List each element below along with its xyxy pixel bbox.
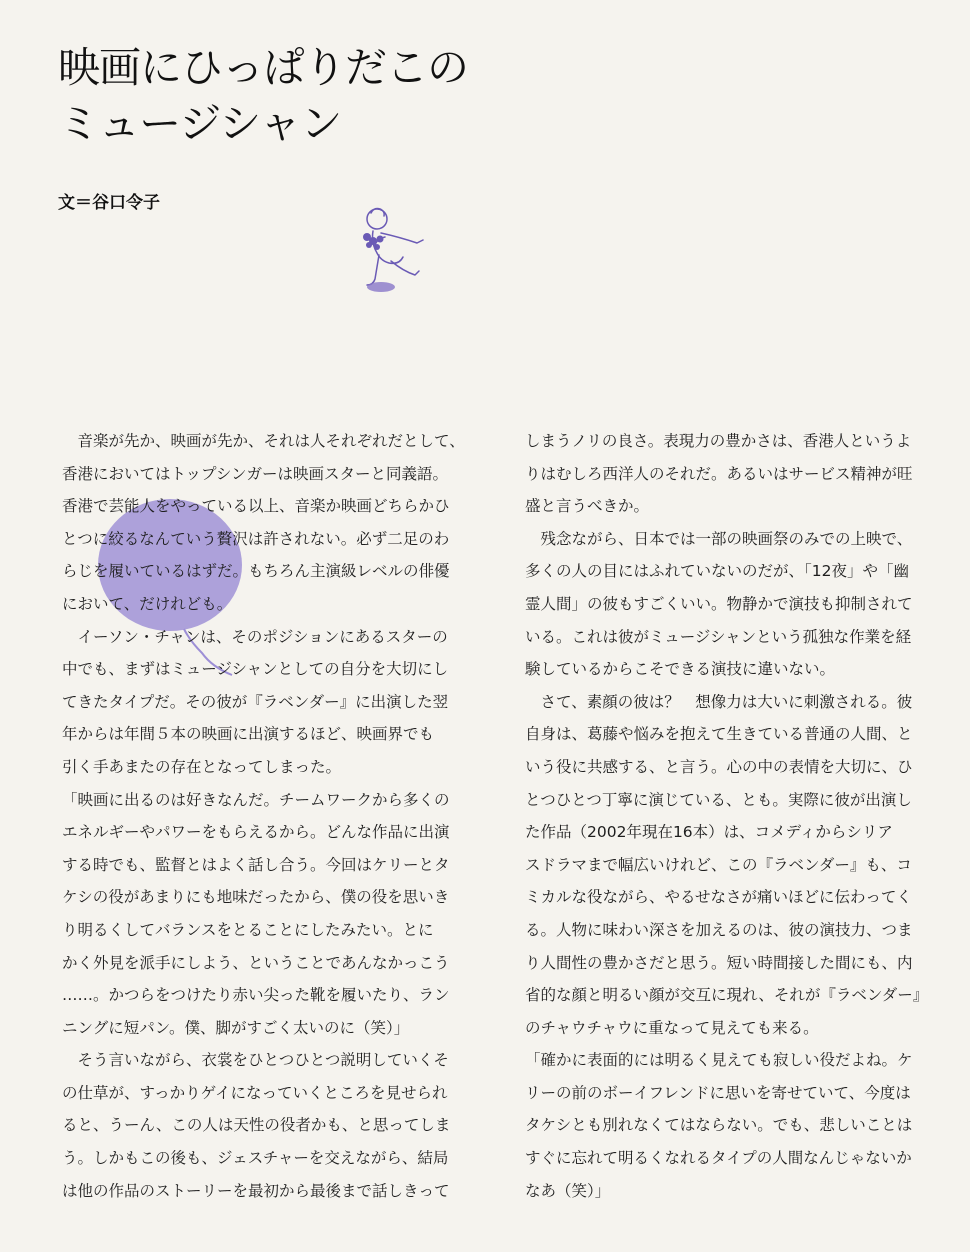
text-line: タケシとも別れなくてはならない。でも、悲しいことは xyxy=(525,1116,913,1135)
text-line: 香港で芸能人をやっている以上、音楽か映画どちらかひ xyxy=(62,497,450,516)
text-line: り人間性の豊かさだと思う。短い時間接した間にも、内 xyxy=(525,953,913,972)
text-line: 省的な顔と明るい顔が交互に現れ、それが『ラベンダー』 xyxy=(525,986,929,1005)
text-line: リーの前のボーイフレンドに思いを寄せていて、今度は xyxy=(525,1083,911,1102)
text-line: ケシの役があまりにも地味だったから、僕の役を思いき xyxy=(62,888,450,907)
left-column xyxy=(62,425,482,1207)
text-line: なあ（笑）」 xyxy=(525,1181,611,1200)
text-line: ミカルな役ながら、やるせなさが痛いほどに伝わってく xyxy=(525,888,912,907)
text-line: 霊人間」の彼もすごくいい。物静かで演技も抑制されて xyxy=(525,594,913,613)
text-line: において、だけれども。 xyxy=(62,594,233,613)
article-title xyxy=(58,40,468,152)
text-line: のチャウチャウに重なって見えても来る。 xyxy=(525,1018,819,1037)
text-line: ニングに短パン。僕、脚がすごく太いのに（笑）」 xyxy=(62,1018,410,1037)
text-line: う。しかもこの後も、ジェスチャーを交えながら、結局 xyxy=(62,1149,449,1168)
text-line: する時でも、監督とはよく話し合う。今回はケリーとタ xyxy=(62,855,450,874)
text-line: とつに絞るなんていう贅沢は許されない。必ず二足のわ xyxy=(62,529,450,548)
text-line: りはむしろ西洋人のそれだ。あるいはサービス精神が旺 xyxy=(525,464,913,483)
text-line: 残念ながら、日本では一部の映画祭のみでの上映で、 xyxy=(525,529,913,548)
text-line: 自身は、葛藤や悩みを抱えて生きている普通の人間、と xyxy=(525,725,913,744)
text-line: かく外見を派手にしよう、ということであんなかっこう xyxy=(62,953,450,972)
title-line-2: ミュージシャン xyxy=(58,99,342,148)
text-line: そう言いながら、衣裳をひとつひとつ説明していくそ xyxy=(62,1051,449,1070)
text-line: エネルギーやパワーをもらえるから。どんな作品に出演 xyxy=(62,823,450,842)
text-line: た作品（2002年現在16本）は、コメディからシリア xyxy=(525,823,893,842)
text-line: 年からは年間５本の映画に出演するほど、映画界でも xyxy=(62,725,435,744)
text-line: 香港においてはトップシンガーは映画スターと同義語。 xyxy=(62,464,449,483)
text-line: 音楽が先か、映画が先か、それは人それぞれだとして、 xyxy=(62,432,465,450)
text-line: の仕草が、すっかりゲイになっていくところを見せられ xyxy=(62,1083,448,1102)
text-line: てきたタイプだ。その彼が『ラベンダー』に出演した翌 xyxy=(62,692,449,711)
cherub-icon xyxy=(355,203,440,298)
text-line: は他の作品のストーリーを最初から最後まで話しきって xyxy=(62,1181,450,1200)
text-line: る。人物に味わい深さを加えるのは、彼の演技力、つま xyxy=(525,920,913,939)
text-line: ると、うーん、この人は天性の役者かも、と思ってしま xyxy=(62,1116,451,1135)
text-line: 験しているからこそできる演技に違いない。 xyxy=(525,660,836,679)
text-line: 中でも、まずはミュージシャンとしての自分を大切にし xyxy=(62,660,449,679)
text-line: 「確かに表面的には明るく見えても寂しい役だよね。ケ xyxy=(525,1051,913,1070)
text-line: すぐに忘れて明るくなれるタイプの人間なんじゃないか xyxy=(525,1149,912,1168)
right-column xyxy=(525,425,950,1207)
text-line: ……。かつらをつけたり赤い尖った靴を履いたり、ラン xyxy=(62,986,450,1005)
text-line: スドラマまで幅広いけれど、この『ラベンダー』も、コ xyxy=(525,855,912,874)
text-line: しまうノリの良さ。表現力の豊かさは、香港人というよ xyxy=(525,432,912,450)
text-line: らじを履いているはずだ。もちろん主演級レベルの俳優 xyxy=(62,562,450,581)
text-line: り明るくしてバランスをとることにしたみたい。とに xyxy=(62,920,434,939)
text-line: いる。これは彼がミュージシャンという孤独な作業を経 xyxy=(525,627,912,646)
text-line: 盛と言うべきか。 xyxy=(525,497,650,516)
text-line: いう役に共感する、と言う。心の中の表情を大切に、ひ xyxy=(525,757,913,776)
title-line-1: 映画にひっぱりだこの xyxy=(58,43,469,92)
text-line: イーソン・チャンは、そのポジションにあるスターの xyxy=(62,627,448,646)
text-line: とつひとつ丁寧に演じている、とも。実際に彼が出演し xyxy=(525,790,912,809)
text-line: 引く手あまたの存在となってしまった。 xyxy=(62,757,342,776)
text-line: 「映画に出るのは好きなんだ。チームワークから多くの xyxy=(62,790,450,809)
byline: 文＝谷口令子 xyxy=(58,193,160,213)
text-line: 多くの人の目にはふれていないのだが、「12夜」や「幽 xyxy=(525,562,909,581)
text-line: さて、素顔の彼は？ 想像力は大いに刺激される。彼 xyxy=(525,692,913,711)
